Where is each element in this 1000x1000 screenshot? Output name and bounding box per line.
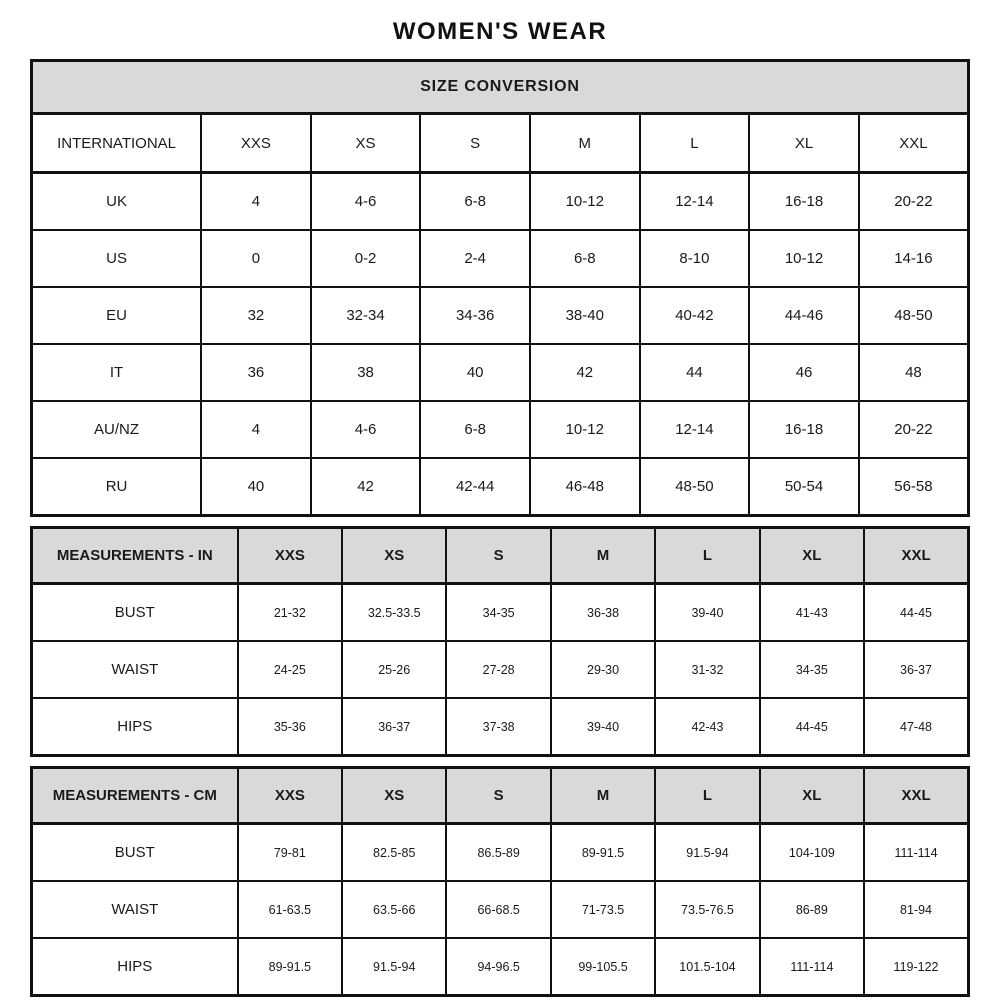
cell-value: 56-58 [859,458,969,516]
cell-value: 44-45 [760,698,864,756]
cell-value: 20-22 [859,173,969,231]
column-header-l: L [640,114,750,173]
measurements-in-table [30,526,970,757]
table-row-ru [32,458,969,516]
cell-value: 16-18 [749,173,859,231]
column-header-xs: XS [342,528,446,584]
cell-value: 91.5-94 [655,824,759,882]
row-label: WAIST [32,881,238,938]
header-label: MEASUREMENTS - IN [32,528,238,584]
cell-value: 42-43 [655,698,759,756]
row-label: WAIST [32,641,238,698]
cell-value: 48 [859,344,969,401]
cell-value: 38-40 [530,287,640,344]
cell-value: 119-122 [864,938,968,996]
cell-value: 63.5-66 [342,881,446,938]
header-row [32,768,969,824]
header-row [32,528,969,584]
cell-value: 36 [201,344,311,401]
cell-value: 86.5-89 [446,824,550,882]
column-header-xs: XS [342,768,446,824]
cell-value: 41-43 [760,584,864,642]
column-header-xxs: XXS [201,114,311,173]
cell-value: 6-8 [420,173,530,231]
cell-value: 86-89 [760,881,864,938]
cell-value: 12-14 [640,173,750,231]
cell-value: 16-18 [749,401,859,458]
row-label: BUST [32,824,238,882]
header-label: MEASUREMENTS - CM [32,768,238,824]
table-row-bust [32,584,969,642]
page-title: WOMEN'S WEAR [392,18,608,45]
table-row-au-nz [32,401,969,458]
measurements-cm-body [32,768,969,996]
cell-value: 42 [311,458,421,516]
cell-value: 14-16 [859,230,969,287]
column-header-l: L [655,528,759,584]
cell-value: 81-94 [864,881,968,938]
column-header-xl: XL [749,114,859,173]
cell-value: 12-14 [640,401,750,458]
row-label: UK [32,173,202,231]
cell-value: 91.5-94 [342,938,446,996]
cell-value: 82.5-85 [342,824,446,882]
cell-value: 8-10 [640,230,750,287]
table-row-us [32,230,969,287]
cell-value: 37-38 [446,698,550,756]
measurements-in-body [32,528,969,756]
cell-value: 34-35 [446,584,550,642]
cell-value: 24-25 [238,641,342,698]
cell-value: 79-81 [238,824,342,882]
cell-value: 0-2 [311,230,421,287]
cell-value: 34-36 [420,287,530,344]
table-row-it [32,344,969,401]
cell-value: 34-35 [760,641,864,698]
cell-value: 44-46 [749,287,859,344]
row-label: HIPS [32,698,238,756]
cell-value: 89-91.5 [238,938,342,996]
cell-value: 31-32 [655,641,759,698]
cell-value: 25-26 [342,641,446,698]
cell-value: 27-28 [446,641,550,698]
table-row-bust [32,824,969,882]
column-header-s: S [446,768,550,824]
cell-value: 48-50 [859,287,969,344]
cell-value: 40-42 [640,287,750,344]
cell-value: 10-12 [530,173,640,231]
cell-value: 36-38 [551,584,655,642]
column-header-xxl: XXL [864,528,968,584]
header-row [32,114,969,173]
measurements-cm-table [30,766,970,997]
cell-value: 39-40 [655,584,759,642]
cell-value: 42 [530,344,640,401]
cell-value: 46 [749,344,859,401]
cell-value: 47-48 [864,698,968,756]
cell-value: 6-8 [420,401,530,458]
table-title-row [32,61,969,114]
column-header-xxs: XXS [238,768,342,824]
cell-value: 111-114 [864,824,968,882]
column-header-xxs: XXS [238,528,342,584]
cell-value: 10-12 [749,230,859,287]
table-row-hips [32,938,969,996]
cell-value: 111-114 [760,938,864,996]
header-label: INTERNATIONAL [32,114,202,173]
size-conversion-body [32,61,969,516]
column-header-s: S [446,528,550,584]
row-label: HIPS [32,938,238,996]
cell-value: 0 [201,230,311,287]
cell-value: 101.5-104 [655,938,759,996]
cell-value: 32-34 [311,287,421,344]
cell-value: 4 [201,401,311,458]
column-header-m: M [551,528,655,584]
column-header-xl: XL [760,528,864,584]
row-label: BUST [32,584,238,642]
cell-value: 40 [201,458,311,516]
cell-value: 48-50 [640,458,750,516]
cell-value: 32.5-33.5 [342,584,446,642]
cell-value: 61-63.5 [238,881,342,938]
size-conversion-table [30,59,970,517]
row-label: US [32,230,202,287]
table-row-waist [32,881,969,938]
cell-value: 39-40 [551,698,655,756]
cell-value: 10-12 [530,401,640,458]
cell-value: 66-68.5 [446,881,550,938]
cell-value: 46-48 [530,458,640,516]
cell-value: 2-4 [420,230,530,287]
column-header-l: L [655,768,759,824]
column-header-xl: XL [760,768,864,824]
cell-value: 73.5-76.5 [655,881,759,938]
table-row-eu [32,287,969,344]
cell-value: 36-37 [342,698,446,756]
table-row-uk [32,173,969,231]
column-header-m: M [530,114,640,173]
cell-value: 99-105.5 [551,938,655,996]
cell-value: 94-96.5 [446,938,550,996]
cell-value: 20-22 [859,401,969,458]
cell-value: 50-54 [749,458,859,516]
table-row-hips [32,698,969,756]
cell-value: 21-32 [238,584,342,642]
cell-value: 29-30 [551,641,655,698]
cell-value: 4-6 [311,173,421,231]
cell-value: 44 [640,344,750,401]
cell-value: 44-45 [864,584,968,642]
row-label: IT [32,344,202,401]
cell-value: 6-8 [530,230,640,287]
row-label: AU/NZ [32,401,202,458]
row-label: EU [32,287,202,344]
column-header-s: S [420,114,530,173]
column-header-xs: XS [311,114,421,173]
cell-value: 71-73.5 [551,881,655,938]
row-label: RU [32,458,202,516]
table-title: SIZE CONVERSION [32,61,969,114]
cell-value: 42-44 [420,458,530,516]
cell-value: 104-109 [760,824,864,882]
cell-value: 36-37 [864,641,968,698]
cell-value: 4 [201,173,311,231]
cell-value: 4-6 [311,401,421,458]
table-row-waist [32,641,969,698]
column-header-xxl: XXL [859,114,969,173]
cell-value: 38 [311,344,421,401]
column-header-xxl: XXL [864,768,968,824]
cell-value: 89-91.5 [551,824,655,882]
cell-value: 40 [420,344,530,401]
cell-value: 35-36 [238,698,342,756]
cell-value: 32 [201,287,311,344]
column-header-m: M [551,768,655,824]
